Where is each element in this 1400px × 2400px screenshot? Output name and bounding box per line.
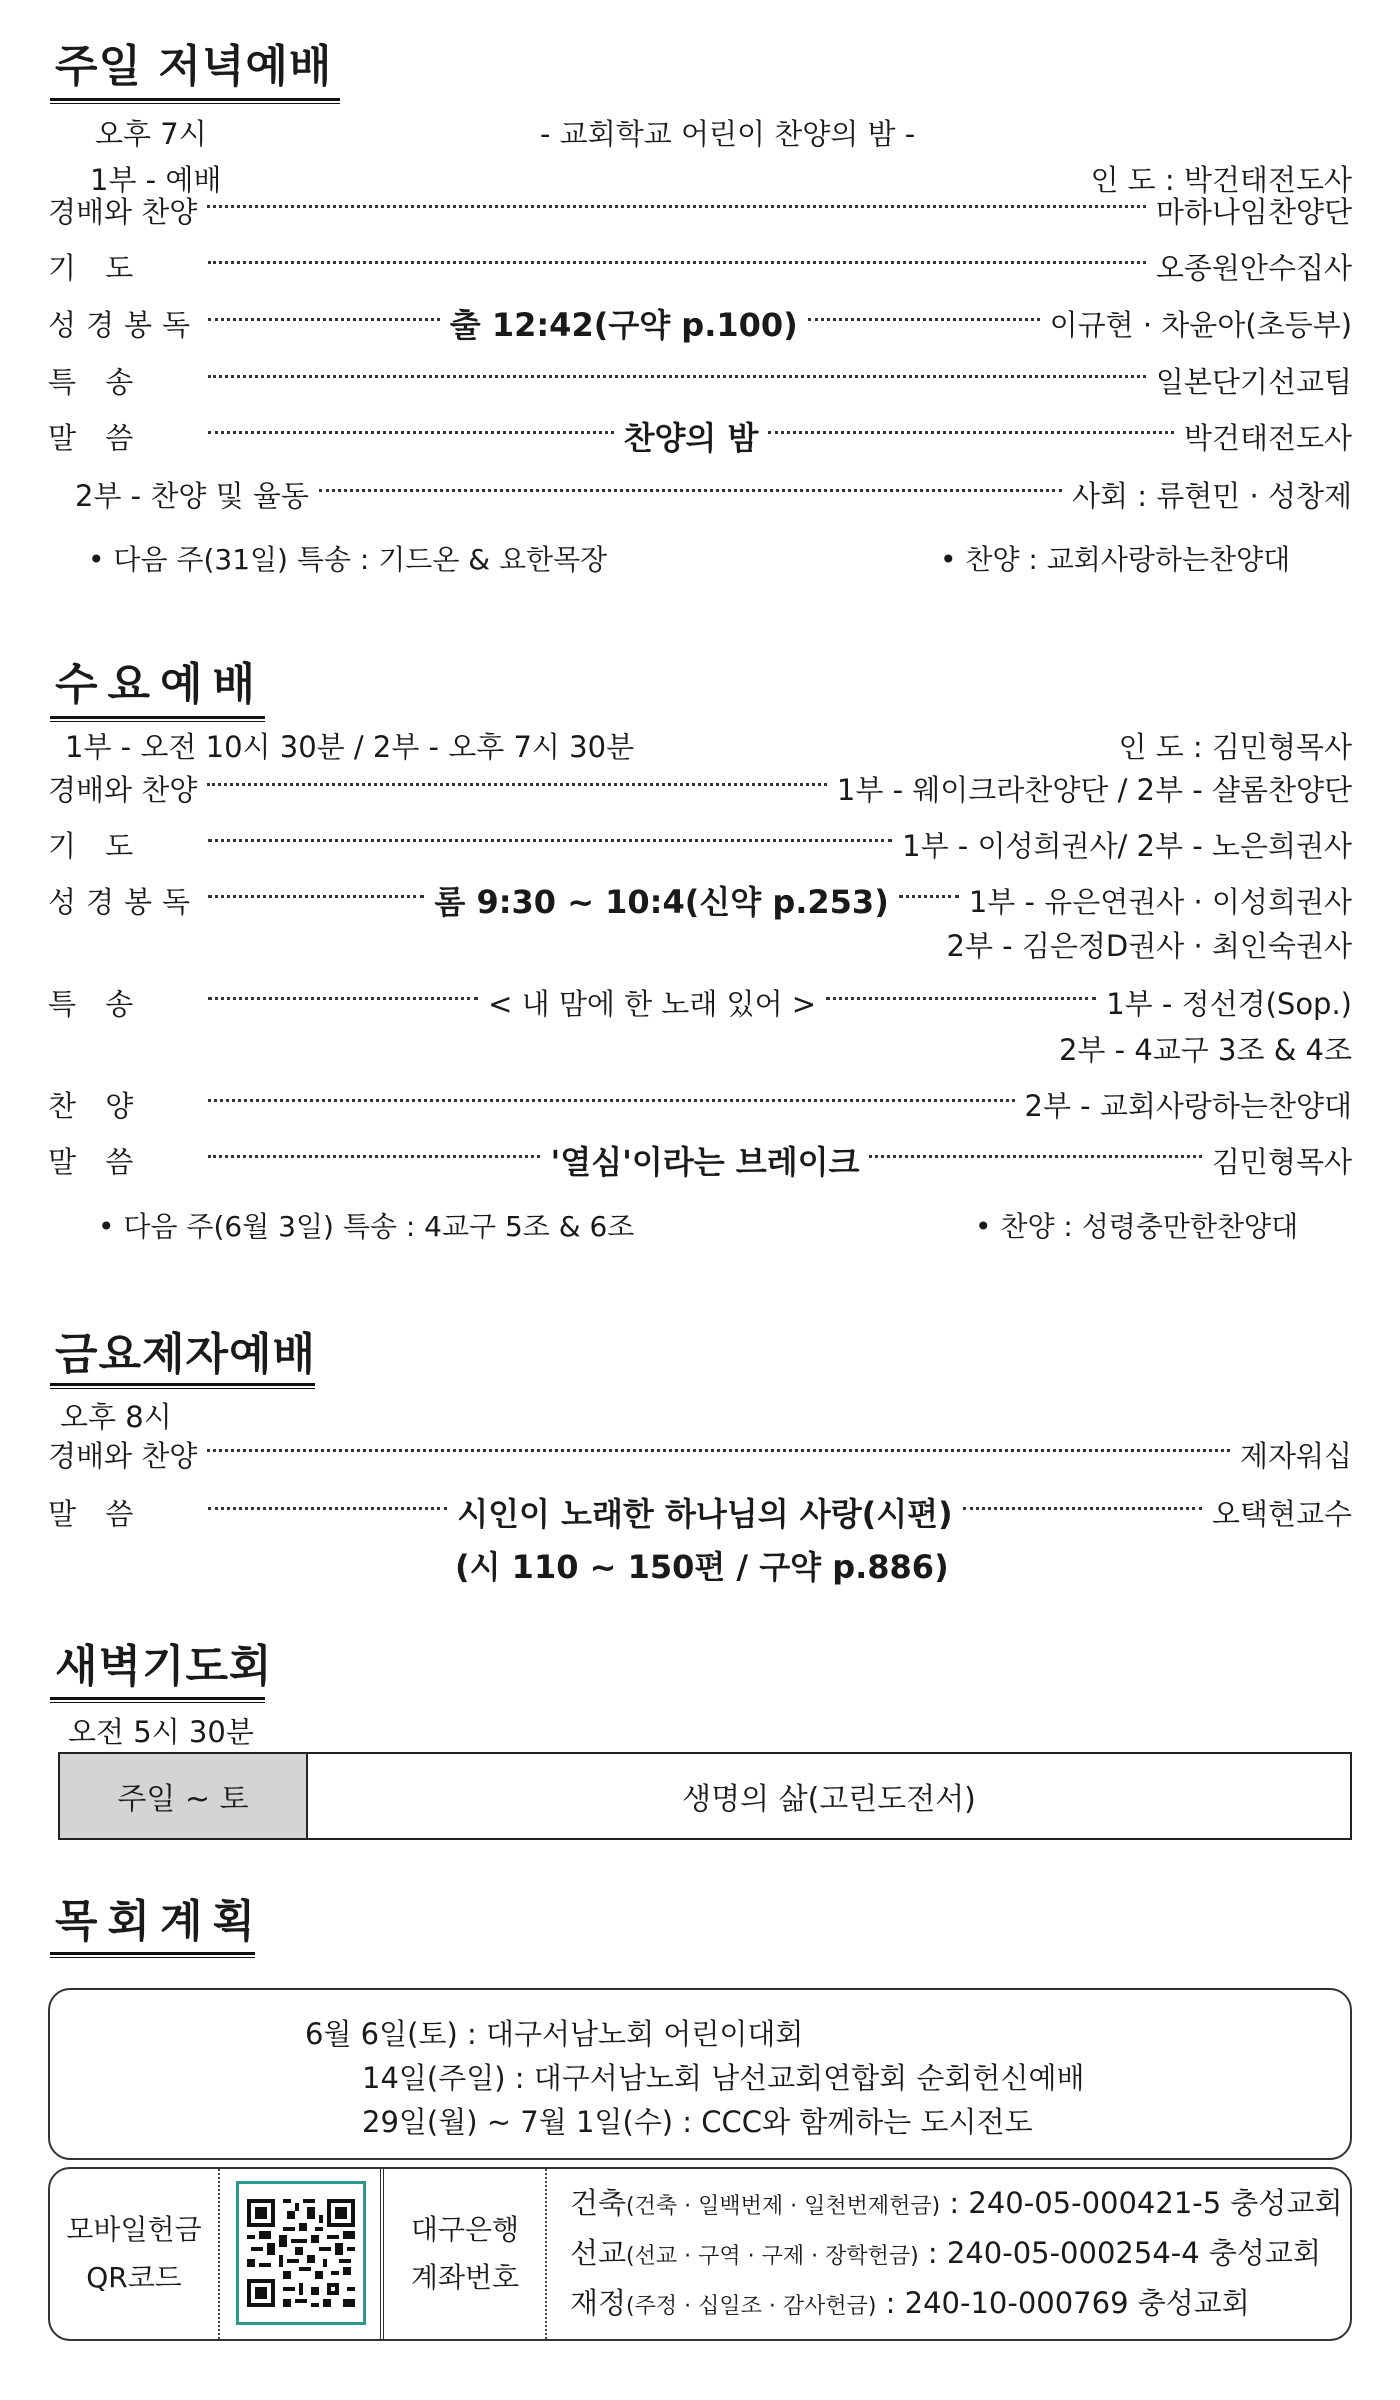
wednesday-title: 수요예배 — [55, 659, 266, 710]
offering-box — [48, 2167, 1352, 2341]
row-person: 1부 - 유은연권사 · 이성희권사 — [968, 884, 1352, 919]
row-person: 1부 - 정선경(Sop.) — [1106, 986, 1353, 1021]
dotted-divider — [218, 2169, 220, 2339]
row-label: 성경봉독 — [48, 307, 201, 342]
sunday-time: 오후 7시 — [95, 117, 207, 151]
sunday-row-reading — [48, 301, 1352, 345]
qr-label-line2: QR코드 — [86, 2261, 182, 2294]
qr-label — [50, 2169, 218, 2339]
account-name: 재정 — [570, 2286, 627, 2320]
sunday-part1: 1부 - 예배 — [90, 163, 222, 197]
bank-label-line2: 계좌번호 — [410, 2261, 520, 2294]
plan-line: 6월 6일(토) : 대구서남노회 어린이대회 — [305, 2017, 804, 2051]
leader-dots — [208, 1099, 1015, 1102]
row-label: 말 씀 — [48, 1144, 144, 1179]
row-label: 찬 양 — [48, 1088, 144, 1123]
friday-row-sermon — [48, 1490, 1352, 1534]
row-sermon-title: 찬양의 밤 — [623, 419, 759, 457]
account-name: 선교 — [570, 2236, 627, 2270]
leader-dots — [207, 783, 827, 786]
account-number: : 240-10-000769 충성교회 — [876, 2286, 1250, 2320]
leader-dots — [826, 997, 1096, 1000]
leader-dots — [869, 1155, 1201, 1158]
account-detail: (선교 · 구역 · 구제 · 장학헌금) — [626, 2244, 919, 2269]
row-person: 1부 - 이성희권사/ 2부 - 노은희권사 — [902, 828, 1352, 863]
row-person: 일본단기선교팀 — [1155, 364, 1352, 399]
sunday-row-worship — [48, 188, 1352, 232]
account-line-mission — [570, 2231, 1321, 2272]
bank-label — [390, 2169, 540, 2339]
row-person: 이규현 · 차윤아(초등부) — [1049, 307, 1353, 342]
row-label: 특 송 — [48, 986, 144, 1021]
wednesday-note-choir: • 찬양 : 성령충만한찬양대 — [975, 1210, 1299, 1243]
leader-dots — [319, 489, 1062, 492]
leader-dots — [808, 318, 1040, 321]
sunday-title: 주일 저녁예배 — [55, 41, 333, 92]
friday-title: 금요제자예배 — [55, 1329, 317, 1380]
leader-dots — [963, 1507, 1202, 1510]
dawn-title: 새벽기도회 — [55, 1641, 273, 1692]
row-label: 말 씀 — [48, 420, 144, 455]
sunday-subtitle: - 교회학교 어린이 찬양의 밤 - — [540, 117, 916, 151]
row-label: 특 송 — [48, 364, 144, 399]
row-scripture: 출 12:42(구약 p.100) — [449, 306, 798, 344]
leader-dots — [208, 839, 892, 842]
wednesday-note-next: • 다음 주(6월 3일) 특송 : 4교구 5조 & 6조 — [98, 1210, 635, 1243]
wednesday-row-worship — [48, 766, 1352, 810]
row-label: 경배와 찬양 — [48, 194, 198, 229]
row-person: 마하나임찬양단 — [1155, 194, 1352, 229]
leader-dots — [207, 205, 1146, 208]
plan-title-rule — [50, 1952, 255, 1958]
dawn-schedule-table — [58, 1752, 1352, 1840]
sunday-note-choir: • 찬양 : 교회사랑하는찬양대 — [940, 543, 1291, 576]
plan-line: 29일(월) ~ 7월 1일(수) : CCC와 함께하는 도시전도 — [362, 2105, 1033, 2139]
dawn-title-rule — [50, 1697, 265, 1703]
row-label: 성경봉독 — [48, 884, 201, 919]
row-label: 경배와 찬양 — [48, 1438, 198, 1473]
double-divider — [380, 2169, 384, 2339]
plan-box — [48, 1988, 1352, 2160]
friday-sermon-reference: (시 110 ~ 150편 / 구약 p.886) — [455, 1548, 949, 1586]
sunday-note-next: • 다음 주(31일) 특송 : 기드온 & 요한목장 — [88, 543, 608, 576]
dawn-time: 오전 5시 30분 — [68, 1715, 254, 1749]
account-number: : 240-05-000421-5 충성교회 — [940, 2186, 1343, 2220]
leader-dots — [208, 997, 478, 1000]
account-detail: (주정 · 십일조 · 감사헌금) — [626, 2294, 877, 2319]
wednesday-row-prayer — [48, 822, 1352, 866]
sunday-row-prayer — [48, 244, 1352, 288]
dawn-days-cell: 주일 ~ 토 — [60, 1754, 308, 1838]
friday-time: 오후 8시 — [60, 1400, 172, 1434]
account-detail: (건축 · 일백번제 · 일천번제헌금) — [626, 2194, 941, 2219]
wednesday-reading-extra: 2부 - 김은정D권사 · 최인숙권사 — [946, 929, 1352, 963]
leader-dots — [208, 318, 440, 321]
leader-dots — [768, 431, 1174, 434]
row-label: 기 도 — [48, 828, 144, 863]
leader-dots — [208, 375, 1146, 378]
bank-label-line1: 대구은행 — [410, 2213, 520, 2246]
wednesday-row-sermon — [48, 1138, 1352, 1182]
leader-dots — [208, 1507, 447, 1510]
leader-dots — [207, 1449, 1230, 1452]
row-label: 기 도 — [48, 250, 144, 285]
account-name: 건축 — [570, 2186, 627, 2220]
row-person: 박건태전도사 — [1183, 420, 1353, 455]
account-line-finance — [570, 2281, 1250, 2322]
row-person: 제자워십 — [1239, 1438, 1352, 1473]
wednesday-title-rule — [50, 716, 265, 722]
row-person: 오택현교수 — [1211, 1496, 1352, 1531]
friday-title-rule — [50, 1383, 315, 1389]
row-label: 경배와 찬양 — [48, 772, 198, 807]
row-person: 2부 - 교회사랑하는찬양대 — [1024, 1088, 1352, 1123]
row-person: 사회 : 류현민 · 성창제 — [1072, 478, 1352, 513]
plan-title: 목회계획 — [55, 1896, 266, 1947]
wednesday-time: 1부 - 오전 10시 30분 / 2부 - 오후 7시 30분 — [65, 730, 635, 764]
sunday-row-part2 — [75, 472, 1352, 516]
sunday-row-sermon — [48, 414, 1352, 458]
qr-label-line1: 모바일헌금 — [66, 2213, 202, 2246]
wednesday-special-extra: 2부 - 4교구 3조 & 4조 — [1058, 1033, 1352, 1067]
row-person: 오종원안수집사 — [1155, 250, 1352, 285]
row-sermon-title: 시인이 노래한 하나님의 사랑(시편) — [457, 1495, 953, 1533]
wednesday-row-special — [48, 980, 1352, 1024]
qr-code-graphic — [243, 2195, 359, 2311]
qr-code-icon[interactable] — [236, 2181, 366, 2325]
leader-dots — [899, 895, 959, 898]
row-person: 1부 - 웨이크라찬양단 / 2부 - 샬롬찬양단 — [836, 772, 1352, 807]
sunday-row-special — [48, 358, 1352, 402]
dawn-text-cell: 생명의 삶(고린도전서) — [682, 1782, 976, 1817]
friday-row-worship — [48, 1432, 1352, 1476]
leader-dots — [208, 431, 614, 434]
row-person: 김민형목사 — [1211, 1144, 1352, 1179]
sunday-title-rule — [50, 98, 340, 104]
plan-line: 14일(주일) : 대구서남노회 남선교회연합회 순회헌신예배 — [362, 2061, 1085, 2095]
row-label: 2부 - 찬양 및 율동 — [75, 478, 309, 513]
leader-dots — [208, 261, 1146, 264]
account-line-building — [570, 2181, 1342, 2222]
leader-dots — [208, 895, 424, 898]
account-number: : 240-05-000254-4 충성교회 — [918, 2236, 1321, 2270]
leader-dots — [208, 1155, 540, 1158]
wednesday-row-choir — [48, 1082, 1352, 1126]
row-scripture: 롬 9:30 ~ 10:4(신약 p.253) — [434, 883, 889, 921]
row-song-title: < 내 맘에 한 노래 있어 > — [488, 986, 817, 1021]
row-sermon-title: '열심'이라는 브레이크 — [550, 1143, 860, 1181]
sunday-leader: 인 도 : 박건태전도사 — [1090, 163, 1352, 197]
wednesday-leader: 인 도 : 김민형목사 — [1118, 730, 1352, 764]
dotted-divider — [545, 2169, 547, 2339]
row-label: 말 씀 — [48, 1496, 144, 1531]
wednesday-row-reading — [48, 878, 1352, 922]
